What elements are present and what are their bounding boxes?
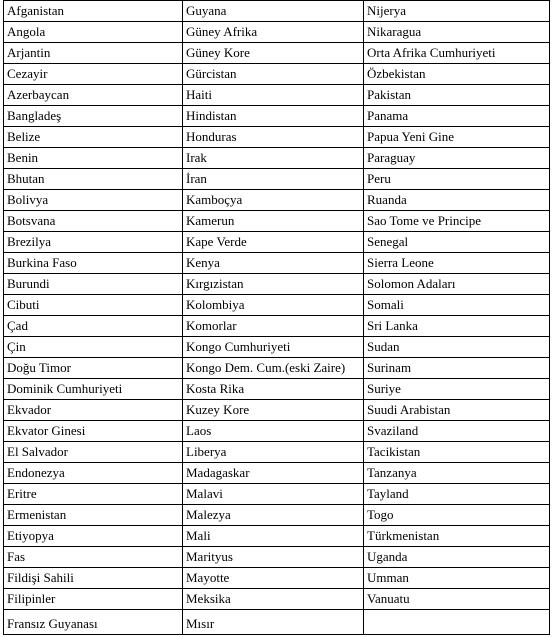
- country-cell: Irak: [183, 148, 364, 169]
- country-cell: Etiyopya: [4, 526, 183, 547]
- country-cell: Liberya: [183, 442, 364, 463]
- table-row: [4, 610, 550, 635]
- table-row: [4, 484, 550, 505]
- country-cell: Filipinler: [4, 589, 183, 610]
- table-row: [4, 421, 550, 442]
- country-cell: Kırgızistan: [183, 274, 364, 295]
- country-cell: Kuzey Kore: [183, 400, 364, 421]
- country-cell: Haiti: [183, 85, 364, 106]
- country-cell: Vanuatu: [364, 589, 550, 610]
- country-cell: Tanzanya: [364, 463, 550, 484]
- country-cell: Arjantin: [4, 43, 183, 64]
- table-row: [4, 232, 550, 253]
- country-cell: Cezayir: [4, 64, 183, 85]
- country-cell: Fildişi Sahili: [4, 568, 183, 589]
- table-row: [4, 379, 550, 400]
- country-cell: Benin: [4, 148, 183, 169]
- country-cell: Suriye: [364, 379, 550, 400]
- table-row: [4, 1, 550, 22]
- table-row: [4, 211, 550, 232]
- country-cell: Fransız Guyanası: [4, 610, 183, 635]
- country-cell: Svaziland: [364, 421, 550, 442]
- table-row: [4, 316, 550, 337]
- country-cell: Umman: [364, 568, 550, 589]
- country-cell: Kongo Dem. Cum.(eski Zaire): [183, 358, 364, 379]
- country-cell: Orta Afrika Cumhuriyeti: [364, 43, 550, 64]
- country-cell: Ekvador: [4, 400, 183, 421]
- country-cell: İran: [183, 169, 364, 190]
- country-cell: Güney Kore: [183, 43, 364, 64]
- table-row: [4, 505, 550, 526]
- country-cell: Mali: [183, 526, 364, 547]
- country-cell: Burkina Faso: [4, 253, 183, 274]
- country-cell: Mısır: [183, 610, 364, 635]
- table-row: [4, 358, 550, 379]
- table-row: [4, 85, 550, 106]
- table-row: [4, 127, 550, 148]
- table-row: [4, 274, 550, 295]
- table-row: [4, 190, 550, 211]
- table-row: [4, 589, 550, 610]
- country-cell: Güney Afrika: [183, 22, 364, 43]
- country-cell: Pakistan: [364, 85, 550, 106]
- country-cell: Burundi: [4, 274, 183, 295]
- country-cell: Kamboçya: [183, 190, 364, 211]
- country-cell: Marityus: [183, 547, 364, 568]
- country-cell: El Salvador: [4, 442, 183, 463]
- country-cell: Ekvator Ginesi: [4, 421, 183, 442]
- country-table: [3, 0, 550, 635]
- table-row: [4, 568, 550, 589]
- country-cell: Afganistan: [4, 1, 183, 22]
- country-cell: Meksika: [183, 589, 364, 610]
- country-cell: Tayland: [364, 484, 550, 505]
- country-cell: [364, 610, 550, 635]
- country-cell: Senegal: [364, 232, 550, 253]
- table-row: [4, 22, 550, 43]
- table-row: [4, 43, 550, 64]
- country-cell: Bolivya: [4, 190, 183, 211]
- table-row: [4, 463, 550, 484]
- country-cell: Papua Yeni Gine: [364, 127, 550, 148]
- country-cell: Brezilya: [4, 232, 183, 253]
- country-cell: Peru: [364, 169, 550, 190]
- country-cell: Nijerya: [364, 1, 550, 22]
- table-row: [4, 526, 550, 547]
- country-cell: Guyana: [183, 1, 364, 22]
- table-row: [4, 547, 550, 568]
- country-cell: Ruanda: [364, 190, 550, 211]
- country-cell: Surinam: [364, 358, 550, 379]
- country-cell: Sri Lanka: [364, 316, 550, 337]
- country-cell: Hindistan: [183, 106, 364, 127]
- country-cell: Kape Verde: [183, 232, 364, 253]
- country-cell: Gürcistan: [183, 64, 364, 85]
- country-cell: Angola: [4, 22, 183, 43]
- country-cell: Madagaskar: [183, 463, 364, 484]
- country-cell: Kamerun: [183, 211, 364, 232]
- table-row: [4, 295, 550, 316]
- country-cell: Kosta Rika: [183, 379, 364, 400]
- table-row: [4, 64, 550, 85]
- country-cell: Fas: [4, 547, 183, 568]
- country-cell: Malavi: [183, 484, 364, 505]
- table-row: [4, 337, 550, 358]
- country-cell: Cibuti: [4, 295, 183, 316]
- table-row: [4, 148, 550, 169]
- table-row: [4, 442, 550, 463]
- country-table-body: [4, 1, 550, 635]
- country-cell: Bhutan: [4, 169, 183, 190]
- country-cell: Tacikistan: [364, 442, 550, 463]
- country-cell: Malezya: [183, 505, 364, 526]
- country-cell: Eritre: [4, 484, 183, 505]
- country-cell: Endonezya: [4, 463, 183, 484]
- country-cell: Kolombiya: [183, 295, 364, 316]
- country-cell: Sierra Leone: [364, 253, 550, 274]
- country-cell: Azerbaycan: [4, 85, 183, 106]
- country-cell: Uganda: [364, 547, 550, 568]
- country-cell: Ermenistan: [4, 505, 183, 526]
- country-cell: Dominik Cumhuriyeti: [4, 379, 183, 400]
- country-cell: Mayotte: [183, 568, 364, 589]
- country-cell: Suudi Arabistan: [364, 400, 550, 421]
- country-cell: Çad: [4, 316, 183, 337]
- country-cell: Laos: [183, 421, 364, 442]
- country-cell: Komorlar: [183, 316, 364, 337]
- country-cell: Bangladeş: [4, 106, 183, 127]
- country-cell: Sao Tome ve Principe: [364, 211, 550, 232]
- table-row: [4, 169, 550, 190]
- country-cell: Paraguay: [364, 148, 550, 169]
- table-row: [4, 106, 550, 127]
- table-row: [4, 253, 550, 274]
- country-cell: Botsvana: [4, 211, 183, 232]
- country-cell: Belize: [4, 127, 183, 148]
- country-cell: Solomon Adaları: [364, 274, 550, 295]
- country-cell: Kenya: [183, 253, 364, 274]
- country-cell: Somali: [364, 295, 550, 316]
- country-cell: Özbekistan: [364, 64, 550, 85]
- country-cell: Togo: [364, 505, 550, 526]
- country-cell: Çin: [4, 337, 183, 358]
- country-cell: Doğu Timor: [4, 358, 183, 379]
- country-cell: Türkmenistan: [364, 526, 550, 547]
- country-cell: Sudan: [364, 337, 550, 358]
- country-cell: Panama: [364, 106, 550, 127]
- country-cell: Nikaragua: [364, 22, 550, 43]
- country-cell: Honduras: [183, 127, 364, 148]
- table-row: [4, 400, 550, 421]
- country-cell: Kongo Cumhuriyeti: [183, 337, 364, 358]
